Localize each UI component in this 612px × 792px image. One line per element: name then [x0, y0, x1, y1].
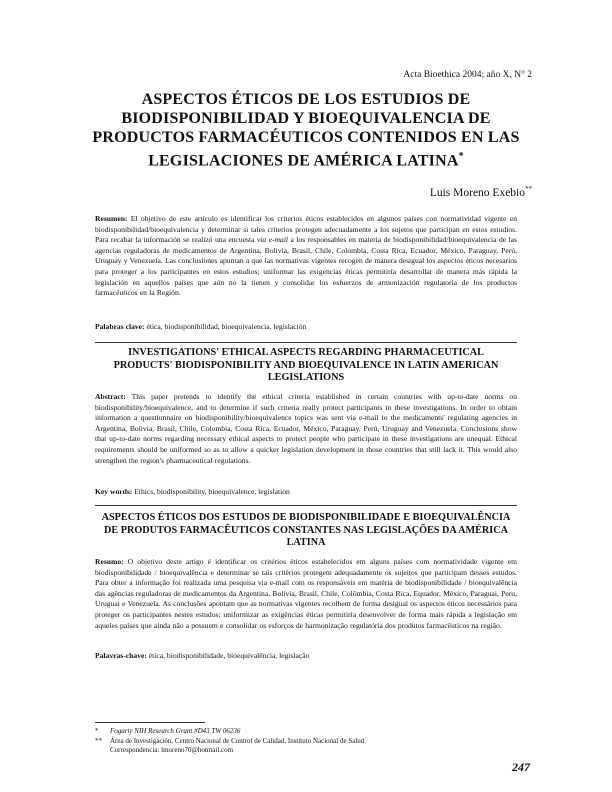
footnote-3: [95, 746, 517, 756]
spanish-abstract-text-b: a los responsables en materia de biodisponibilidad/bioequivalencia de las agencias reguladoras de medicamentos de Argentina, Bolivia, Brasil, Chile, Colombia, Costa Rica, Ecuador, México, Paraguay, Perú, Uruguay y Venezuela. Las conclusiones apuntan a que las normativas vigentes recogen de manera desigual los aspectos éticos necesarios para proteger a los participantes en estos estudios; uniformar las exigencias éticas permitiría desarrollar de manera más rápida la legislación en aquellos países que aún no la tienen y consolidar los esfuerzos de armonización regulatoria de los productos farmacéuticos en la Región.: [95, 235, 517, 298]
author-footnote-marker: **: [525, 185, 532, 193]
spanish-keywords: [95, 322, 517, 333]
footnote-2-text: Área de Investigación, Centro Nacional de Control de Calidad, Instituto Nacional de Salud: [110, 736, 365, 745]
portuguese-keywords: [95, 651, 517, 662]
section-divider-portuguese: [95, 505, 517, 506]
footnote-2-mark: **: [95, 736, 102, 745]
footnotes: [95, 727, 517, 756]
author-name: Luis Moreno Exebio: [429, 186, 525, 199]
footnote-2: [95, 737, 517, 747]
english-keywords-label: Key words:: [95, 487, 133, 496]
footnote-3-text: Correspondencia: lmoreno70@hotmail.com: [110, 746, 234, 755]
portuguese-abstract-text: O objetivo deste artigo é identificar os critérios éticos estabelecidos em alguns países com normatividade vigente em biodisponibilidade / bioequivalência e determinar se tais critérios protegem adequadamente os sujeitos que participam desses estudos. Para obter a informação foi realizada uma pesquisa via e-mail com os responsáveis em matéria de biodisponibilidade / bioequivalência das agências reguladoras de medicamentos da Argentina, Bolívia, Brasil, Chile, Colômbia, Costa Rica, Equador, México, Paraguai, Peru, Uruguai e Venezuela. As conclusões apontam que as normativas vigentes recolhem de forma desigual os aspectos éticos necessários para proteger os participantes nestes estudos; uniformizar as exigências éticas permitiria desenvolver de forma mais rápida a legislação em aqueles países que ainda não a possuem e consolidar os esforços de harmonização regulatória dos produtos farmacêuticos na região.: [95, 557, 517, 630]
spanish-keywords-text: ética, biodisponibilidad, bioequivalencia, legislación: [144, 322, 307, 331]
english-title: INVESTIGATIONS' ETHICAL ASPECTS REGARDING PHARMACEUTICAL PRODUCTS' BIODISPONIBILITY AND BIOEQUIVALENCE IN LATIN AMERICAN LEGISLATIONS: [113, 347, 499, 384]
english-abstract: [95, 392, 517, 466]
english-abstract-label: Abstract:: [95, 392, 126, 401]
author: [430, 185, 532, 199]
english-abstract-text: This paper pretends to identify the ethical criteria established in certain countries with up-to-date norms on biodisponibility/bioequivalence, and to determine if such criteria really protect participants in these investigations. In order to obtain information a questionnaire on biodisponibility/bioequivalence topics was sent via e-mail to the medicaments' regulating agencies in Argentina, Bolivia, Brasil, Chile, Colombia, Costa Rica, Ecuador, México, Paraguay, Perú, Uruguay and Venezuela. Conclusions show that up-to-date norms regarding necessary ethical aspects to protect people who participate in these investigations are unequal. Ethical requirements should be uniformed so as to allow a quicker legislation development in those countries that still lack it. This would also strengthen the region's pharmaceutical regulations.: [95, 392, 517, 465]
portuguese-keywords-label: Palavras-chave:: [95, 651, 147, 660]
title-footnote-marker: *: [458, 151, 464, 162]
footnote-separator: [95, 722, 205, 723]
article-title: [90, 90, 522, 170]
spanish-keywords-label: Palabras clave:: [95, 322, 145, 331]
page-number: 247: [512, 760, 530, 774]
portuguese-keywords-text: ética, biodisponibilidade, bioequivalência, legislação: [146, 651, 310, 660]
journal-citation: Acta Bioethica 2004; año X, N° 2: [403, 70, 532, 80]
portuguese-abstract-label: Resumo:: [95, 557, 124, 566]
spanish-abstract-label: Resumen:: [95, 214, 128, 223]
portuguese-abstract: [95, 557, 517, 631]
spanish-abstract-emphasis: vía e-mail: [256, 235, 289, 245]
section-divider-english: [95, 342, 517, 343]
english-keywords-text: Ethics, biodisponibility, bioequivalence, legislation: [132, 487, 290, 496]
footnote-3-mark: [95, 746, 110, 756]
english-keywords: [95, 487, 517, 498]
footnote-1-text: Fogarty NIH Research Grant #D43 TW 06236: [110, 727, 241, 735]
footnote-1: [95, 727, 517, 737]
article-title-text: ASPECTOS ÉTICOS DE LOS ESTUDIOS DE BIODISPONIBILIDAD Y BIOEQUIVALENCIA DE PRODUCTOS FARMACÉUTICOS CONTENIDOS EN LAS LEGISLACIONES DE AMÉRICA LATINA: [92, 91, 520, 170]
portuguese-title: ASPECTOS ÉTICOS DOS ESTUDOS DE BIODISPONIBILIDADE E BIOEQUIVALÊNCIA DE PRODUTOS FARMACÊUTICOS CONSTANTES NAS LEGISLAÇÕES DA AMÉRICA LATINA: [101, 512, 511, 549]
spanish-abstract: [95, 214, 517, 299]
spanish-abstract-text-a: El objetivo de este artículo es identificar los criterios éticos establecidos en algunos países con normatividad vigente en biodisponibilidad/bioequivalencia y determinar si tales criterios protegen adecuadamente a los sujetos que participan en estos estudios. Para recabar la información se realizó una encuesta: [95, 214, 517, 245]
footnote-1-mark: *: [95, 727, 99, 735]
